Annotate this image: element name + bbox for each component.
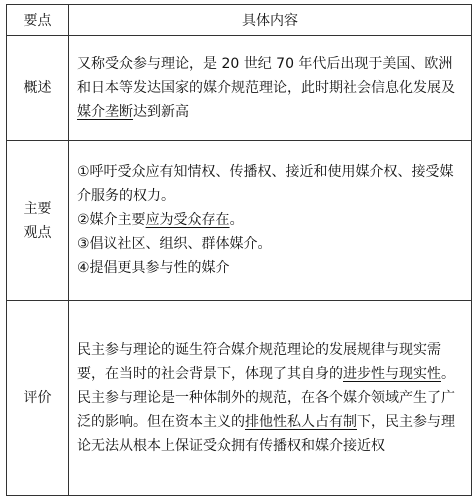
view-point-2-b: 。 xyxy=(229,212,244,228)
views-key-a: 主要 xyxy=(23,200,52,217)
view-point-3: ③倡议社区、组织、群体媒介。 xyxy=(77,236,272,252)
content-table xyxy=(6,4,472,496)
views-key-b: 观点 xyxy=(23,224,52,241)
row-content-views xyxy=(69,141,472,301)
view-point-1: ①呼吁受众应有知情权、传播权、接近和使用媒介权、接受媒介服务的权力。 xyxy=(77,164,454,204)
row-key-views xyxy=(7,141,69,301)
row-key-overview: 概述 xyxy=(7,36,69,141)
evaluation-underlined-1: 进步性与现实性 xyxy=(343,365,441,382)
row-content-overview xyxy=(69,36,472,141)
table-row xyxy=(7,141,472,301)
evaluation-underlined-2: 排他性私人占有制 xyxy=(245,413,357,430)
header-key: 要点 xyxy=(7,5,69,36)
view-point-2-underlined: 应为受众存在 xyxy=(145,212,230,228)
overview-text-a: 又称受众参与理论，是 20 世纪 70 年代后出现于美国、欧洲和日本等发达国家的媒介规范理论，此时期社会信息化发展及 xyxy=(77,55,455,96)
evaluation-text-b: 。民主参与理论是一种体制外的规范，在各个媒介领域产生了广泛的影响。但在资本主义的 xyxy=(77,365,455,430)
evaluation-text-c: 下，民主参与理论无法从根本上保证受众拥有传播权和媒介接近权 xyxy=(77,413,455,454)
header-content: 具体内容 xyxy=(69,5,472,36)
overview-underlined: 媒介垄断 xyxy=(77,103,133,120)
evaluation-text-a: 民主参与理论的诞生符合媒介规范理论的发展规律与现实需要，在当时的社会背景下，体现了其自身的 xyxy=(77,341,441,382)
table-row xyxy=(7,301,472,496)
overview-text-b: 达到新高 xyxy=(133,103,189,120)
header-row xyxy=(7,5,472,36)
table-row xyxy=(7,36,472,141)
view-point-4: ④提倡更具参与性的媒介 xyxy=(77,260,230,276)
row-key-evaluation: 评价 xyxy=(7,301,69,496)
view-point-2-a: ②媒介主要 xyxy=(77,212,146,228)
row-content-evaluation xyxy=(69,301,472,496)
view-point-2 xyxy=(77,208,465,232)
